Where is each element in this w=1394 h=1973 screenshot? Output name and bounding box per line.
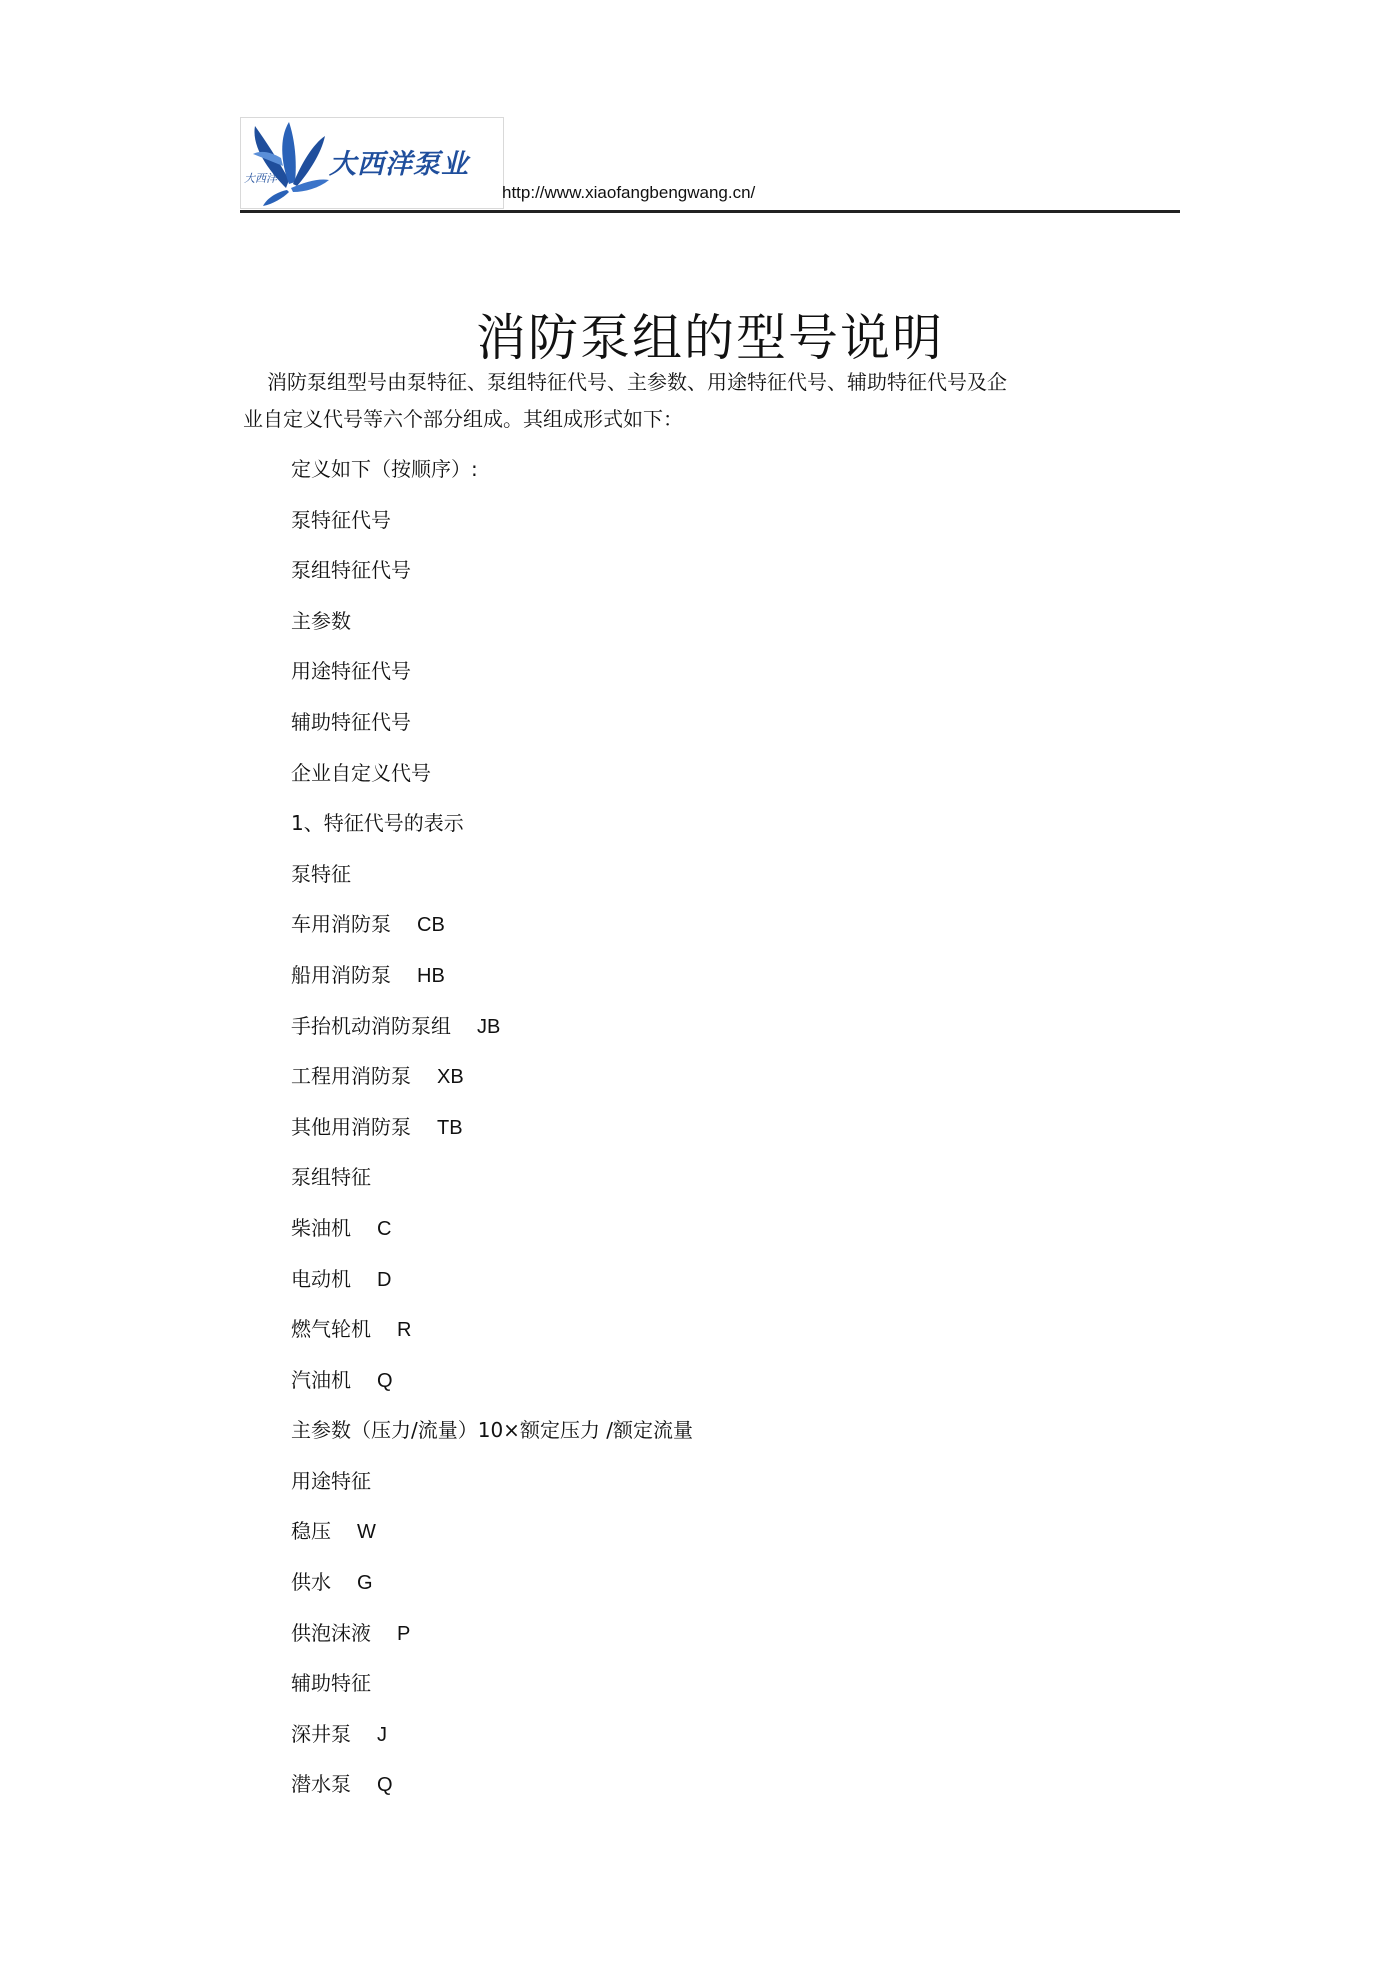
list-item xyxy=(291,1765,719,1816)
list-item-code: C xyxy=(377,1217,392,1240)
list-item xyxy=(291,1057,719,1108)
list-item-label: 深井泵 xyxy=(291,1721,351,1746)
list-item-label: 辅助特征 xyxy=(291,1671,371,1696)
list-item-code: XB xyxy=(437,1066,464,1089)
list-item-label: 车用消防泵 xyxy=(291,912,391,937)
list-item-label: 供水 xyxy=(291,1570,331,1595)
list-item-label: 电动机 xyxy=(291,1266,351,1291)
list-item-code: D xyxy=(377,1268,392,1291)
list-item-label: 泵组特征 xyxy=(291,1165,371,1190)
list-item-label: 柴油机 xyxy=(291,1215,351,1240)
flower-petals-logo-icon xyxy=(241,118,331,208)
list-item xyxy=(291,1361,719,1412)
list-item-label: 供泡沫液 xyxy=(291,1620,371,1645)
list-item xyxy=(291,652,719,703)
list-item xyxy=(291,956,719,1007)
page-title: 消防泵组的型号说明 xyxy=(476,308,944,367)
website-url-link[interactable]: http://www.xiaofangbengwang.cn/ xyxy=(502,183,756,202)
list-item-label: 主参数（压力/流量）10×额定压力 /额定流量 xyxy=(291,1418,694,1443)
list-item-code: HB xyxy=(417,964,445,987)
list-item-label: 稳压 xyxy=(291,1519,331,1544)
list-item-label: 用途特征 xyxy=(291,1468,371,1493)
logo-text: 大西洋泵业 xyxy=(329,149,469,180)
list-item-code: J xyxy=(377,1723,387,1746)
list-item-code: JB xyxy=(477,1015,501,1038)
list-item xyxy=(291,602,719,653)
list-item-label: 工程用消防泵 xyxy=(291,1064,411,1089)
list-item-label: 定义如下（按顺序）: xyxy=(291,457,478,481)
intro-line-2: 业自定义代号等六个部分组成。其组成形式如下： xyxy=(243,407,683,431)
list-item xyxy=(291,450,719,501)
page-header xyxy=(240,117,1180,213)
list-item xyxy=(291,905,719,956)
list-item-label: 船用消防泵 xyxy=(291,962,391,987)
logo-small-text: 大西洋 xyxy=(244,172,277,185)
list-item-label: 企业自定义代号 xyxy=(291,760,431,785)
header-divider xyxy=(240,210,1180,213)
list-item-label: 泵组特征代号 xyxy=(291,558,411,583)
list-item-label: 泵特征代号 xyxy=(291,507,391,532)
list-item xyxy=(291,855,719,906)
list-item xyxy=(291,703,719,754)
list-item xyxy=(291,1462,719,1513)
list-item-code: CB xyxy=(417,914,445,937)
list-item-label: 潜水泵 xyxy=(291,1772,351,1797)
list-item xyxy=(291,1614,719,1665)
list-item-label: 泵特征 xyxy=(291,861,351,886)
list-item-label: 辅助特征代号 xyxy=(291,709,411,734)
list-item xyxy=(291,804,719,855)
list-item xyxy=(291,1411,719,1462)
list-item-code: W xyxy=(357,1521,376,1544)
list-item-label: 用途特征代号 xyxy=(291,659,411,684)
list-item-code: R xyxy=(397,1319,412,1342)
list-item-label: 主参数 xyxy=(291,608,351,633)
definition-list xyxy=(291,450,719,1816)
list-item-label: 燃气轮机 xyxy=(291,1317,371,1342)
list-item xyxy=(291,1260,719,1311)
list-item xyxy=(291,1209,719,1260)
list-item-label: 1、特征代号的表示 xyxy=(291,811,464,836)
list-item xyxy=(291,1664,719,1715)
list-item-code: Q xyxy=(377,1369,393,1392)
list-item xyxy=(291,1512,719,1563)
list-item-label: 汽油机 xyxy=(291,1367,351,1392)
list-item-code: Q xyxy=(377,1774,393,1797)
company-logo xyxy=(240,117,504,209)
list-item xyxy=(291,1715,719,1766)
list-item-label: 手抬机动消防泵组 xyxy=(291,1013,451,1038)
list-item-code: P xyxy=(397,1622,411,1645)
list-item xyxy=(291,1007,719,1058)
list-item xyxy=(291,501,719,552)
intro-paragraph xyxy=(243,364,1083,438)
list-item xyxy=(291,754,719,805)
intro-line-1: 消防泵组型号由泵特征、泵组特征代号、主参数、用途特征代号、辅助特征代号及企 xyxy=(267,370,1007,394)
list-item xyxy=(291,1563,719,1614)
list-item xyxy=(291,1108,719,1159)
list-item xyxy=(291,1310,719,1361)
list-item-code: TB xyxy=(437,1116,463,1139)
list-item-label: 其他用消防泵 xyxy=(291,1114,411,1139)
list-item xyxy=(291,1158,719,1209)
list-item xyxy=(291,551,719,602)
list-item-code: G xyxy=(357,1572,373,1595)
